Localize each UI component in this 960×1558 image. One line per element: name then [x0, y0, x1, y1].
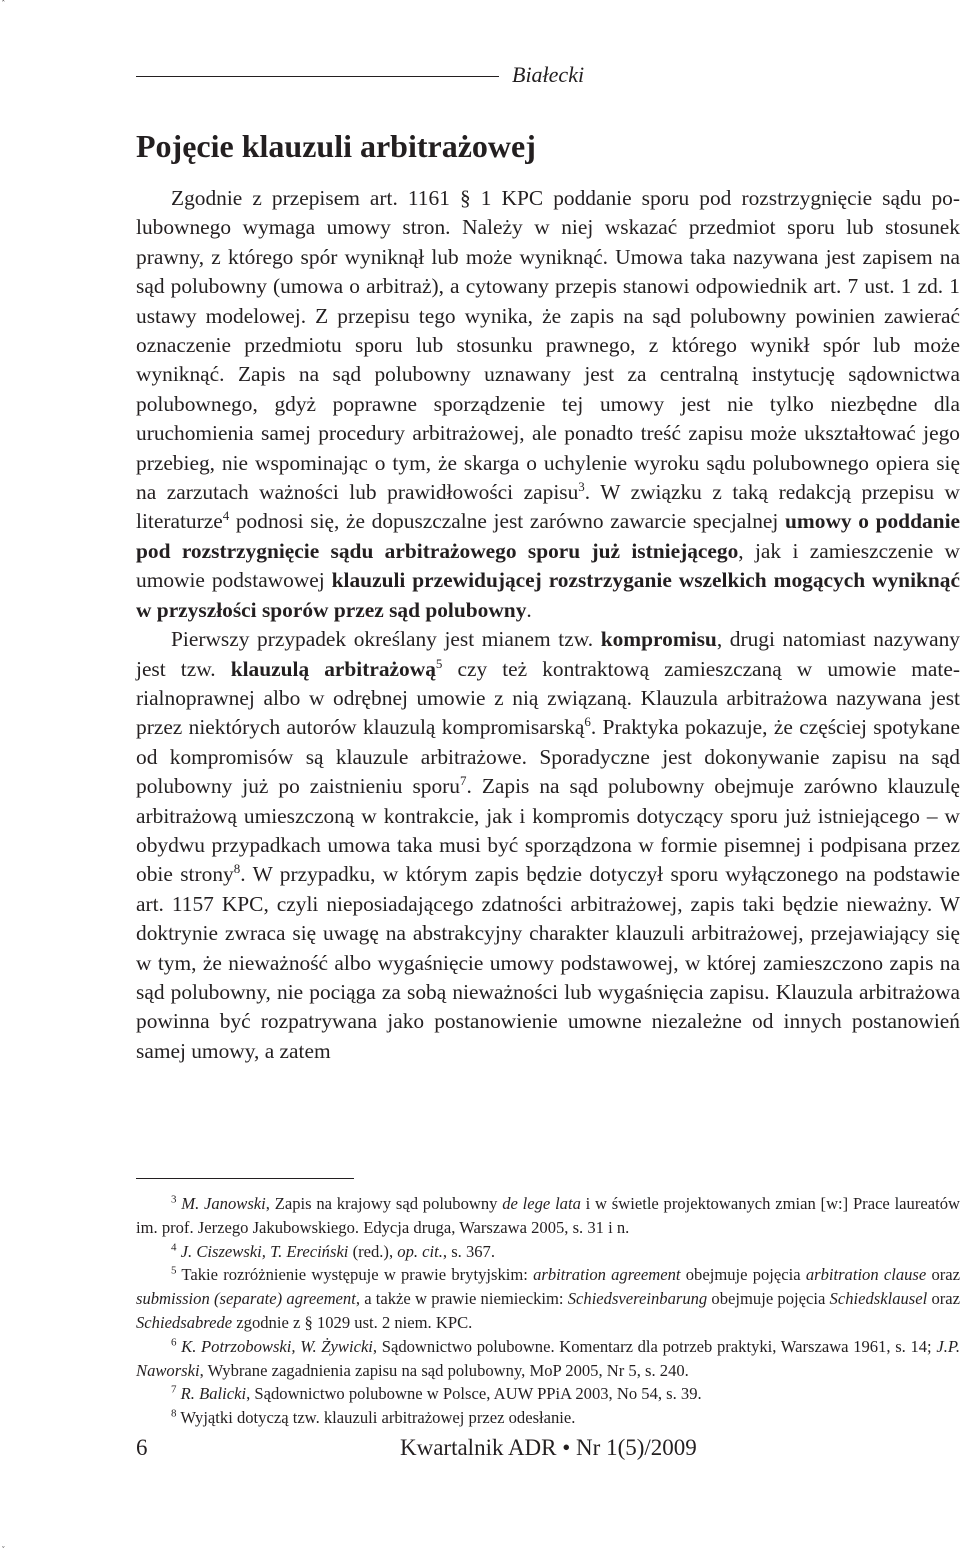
footnote-ref-8[interactable]: 8: [233, 861, 241, 877]
text-run: Pierwszy przypadek określany jest mianem tzw.: [171, 627, 601, 652]
italic-term: arbitration clause: [805, 1265, 927, 1285]
text-run: . Zapis na sąd polubowny obejmuje zarówno klauzulę arbitrażową umieszczoną w kontrakcie, jak i kompromis dotyczący sporu już istniejącego – w obydwu przypadkach umowa taka musi być sporządzona w formie pisemnej i podpisana przez obie strony: [136, 774, 960, 887]
text-run: , jak i zamieszczenie w umowie podstawowej: [136, 538, 960, 593]
footnote-author: J.P. Naworski: [136, 1336, 960, 1380]
text-run: podnosi się, że dopuszczalne jest zarówno zawarcie specjalnej: [229, 509, 786, 534]
footnote-author: J. Ciszewski, T. Ereciński: [180, 1241, 349, 1261]
text-run: . W związku z taką redakcją przepisu w literaturze: [136, 480, 960, 534]
text-run: obejmuje pojęcia: [680, 1265, 806, 1285]
footnote-author: K. Potrzobowski, W. Żywicki: [181, 1336, 373, 1356]
crop-mark-bottom-left: ˇ: [2, 1545, 5, 1554]
footnote-number: 6: [171, 1336, 177, 1349]
footnotes: [136, 1192, 960, 1430]
text-run: , Sądownictwo polubowne. Komentarz dla potrzeb praktyki, Warszawa 1961, s. 14;: [372, 1336, 937, 1356]
footnote-number: 7: [171, 1383, 177, 1396]
text-run: oraz: [927, 1289, 960, 1309]
bold-term: klauzulą arbitrażową: [230, 656, 436, 681]
body-text: [136, 184, 960, 1066]
running-head: Białecki: [512, 62, 585, 87]
text-run: Zgodnie z przepisem art. 1161 § 1 KPC poddanie sporu pod rozstrzygnięcie sądu polubownego wymaga umowy stron. Należy w niej wskazać przedmiot sporu lub stosunek prawny, z którego spór wyniknął lub może wyniknąć. Umowa taka nazywana jest zapisem na sąd polubowny (umowa o arbitraż), a cytowany przepis stanowi odpowiednik art. 7 ust. 1 zd. 1 ustawy modelowej. Z przepisu tego wynika, że zapis na sąd polubowny powinien zawierać oznaczenie przedmiotu sporu lub stosunku prawnego, z którego wynikł spór lub może wyniknąć. Zapis na sąd polubowny uznawany jest za centralną instytucję sądownictwa polubownego, gdyż poprawne sporządzenie tej umowy jest nie tylko niezbędne dla uruchomienia samej procedury arbitrażowej, ale ponadto treść zapisu może ukształtować jego przebieg, nie wspominając o tym, że skarga o uchylenie wyroku sądu polubownego opiera się na zarzutach ważności lub prawidłowości zapisu: [136, 186, 960, 505]
italic-term: Schiedsabrede: [136, 1312, 233, 1332]
italic-term: op. cit.: [397, 1241, 443, 1261]
text-run: Wyjątki dotyczą tzw. klauzuli arbitrażowej przez odesłanie.: [180, 1408, 576, 1428]
text-run: , drugi natomiast nazywany jest tzw.: [136, 627, 960, 681]
italic-term: de lege lata: [502, 1194, 581, 1213]
footnote-ref-6[interactable]: 6: [584, 714, 591, 730]
italic-term: submission (separate) agreement: [136, 1289, 356, 1309]
text-run: , Sądownictwo polubowne w Polsce, AUW PPiA 2003, No 54, s. 39.: [246, 1384, 702, 1404]
italic-term: Schiedsklausel: [829, 1289, 928, 1309]
footnote-ref-4[interactable]: 4: [222, 508, 230, 524]
footnote-author: M. Janowski: [181, 1194, 266, 1213]
text-run: zgodnie z § 1029 ust. 2 niem. KPC.: [232, 1312, 473, 1332]
footnote-author: R. Balicki: [180, 1384, 247, 1404]
paragraph-1: [136, 184, 960, 625]
footnote-number: 4: [171, 1241, 177, 1254]
page-number: 6: [136, 1435, 148, 1460]
text-run: i w świetle projektowanych zmian [w:] Prace laureatów im. prof. Jerzego Jakubowskiego. Edycja druga, Warszawa 2005, s. 31 i n.: [136, 1194, 960, 1237]
header-rule: [136, 76, 499, 77]
footnote-rule: [136, 1178, 354, 1179]
footnote-ref-3[interactable]: 3: [578, 478, 585, 494]
text-run: czy też kontraktową zamieszczaną w umowie materialnoprawnej albo w odrębnej umowie z nią związaną. Klauzula arbitrażowa nazywana jest przez niektórych autorów klauzulą kompromisarską: [136, 656, 960, 740]
footnote-4: [136, 1240, 960, 1264]
footnote-8: [136, 1406, 960, 1430]
journal-footer: Kwartalnik ADR • Nr 1(5)/2009: [400, 1435, 697, 1460]
text-run: Takie rozróżnienie występuje w prawie brytyjskim:: [181, 1265, 534, 1285]
footnote-number: 8: [171, 1407, 177, 1420]
footnote-6: [136, 1335, 960, 1383]
footnote-3: [136, 1192, 960, 1240]
text-run: .: [526, 597, 532, 622]
text-run: , a także w prawie niemieckim:: [355, 1289, 568, 1309]
footnote-number: 5: [171, 1264, 177, 1277]
footnote-5: [136, 1263, 960, 1334]
text-run: oraz: [926, 1265, 960, 1285]
text-run: , Wybrane zagadnienia zapisu na sąd polubowny, MoP 2005, Nr 5, s. 240.: [199, 1360, 689, 1380]
bold-term: umowy o poddanie pod rozstrzygnięcie sądu arbitrażowego sporu już istniejącego: [136, 509, 960, 563]
text-run: . Praktyka pokazuje, że częściej spotykane od kompromisów są klauzule arbitrażowe. Sporadyczne jest dokonywanie zapisu na sąd polubowny już po zaistnieniu sporu: [136, 715, 960, 799]
italic-term: Schiedsvereinbarung: [567, 1289, 708, 1309]
italic-term: arbitration agreement: [533, 1265, 681, 1285]
footnote-ref-7[interactable]: 7: [459, 773, 467, 788]
paragraph-2: [136, 625, 960, 1066]
footnote-ref-5[interactable]: 5: [435, 655, 443, 671]
text-run: (red.),: [348, 1241, 398, 1261]
bold-term: kompromisu: [600, 627, 717, 652]
footnote-7: [136, 1382, 960, 1406]
crop-mark-top-left: ˆ: [2, 0, 5, 8]
text-run: obejmuje pojęcia: [707, 1289, 830, 1309]
text-run: , Zapis na krajowy sąd polubowny: [265, 1194, 503, 1213]
bold-term: klauzuli przewidującej rozstrzyganie wszelkich mogących wyniknąć w przyszłości sporów przez sąd polubowny: [136, 568, 960, 622]
text-run: . W przypadku, w którym zapis będzie dotyczył sporu wyłączonego na podstawie art. 1157 KPC, czyli nieposiadającego zdatności arbitrażowej, zapis taki będzie nieważny. W doktrynie zwraca się uwagę na abstrakcyjny charakter klauzuli arbitrażowej, przejawiający się w tym, że nieważność albo wygaśnięcie umowy podstawowej, w której zamieszczono zapis na sąd polubowny, nie pociąga za sobą nieważności lub wygaśnięcia zapisu. Klauzula arbitrażowa powinna być rozpatrywana jako postanowienie umowne niezależne od innych postanowień samej umowy, a zatem: [136, 862, 960, 1063]
footnote-number: 3: [171, 1193, 177, 1206]
section-title: Pojęcie klauzuli arbitrażowej: [136, 128, 536, 164]
text-run: , s. 367.: [442, 1241, 495, 1261]
